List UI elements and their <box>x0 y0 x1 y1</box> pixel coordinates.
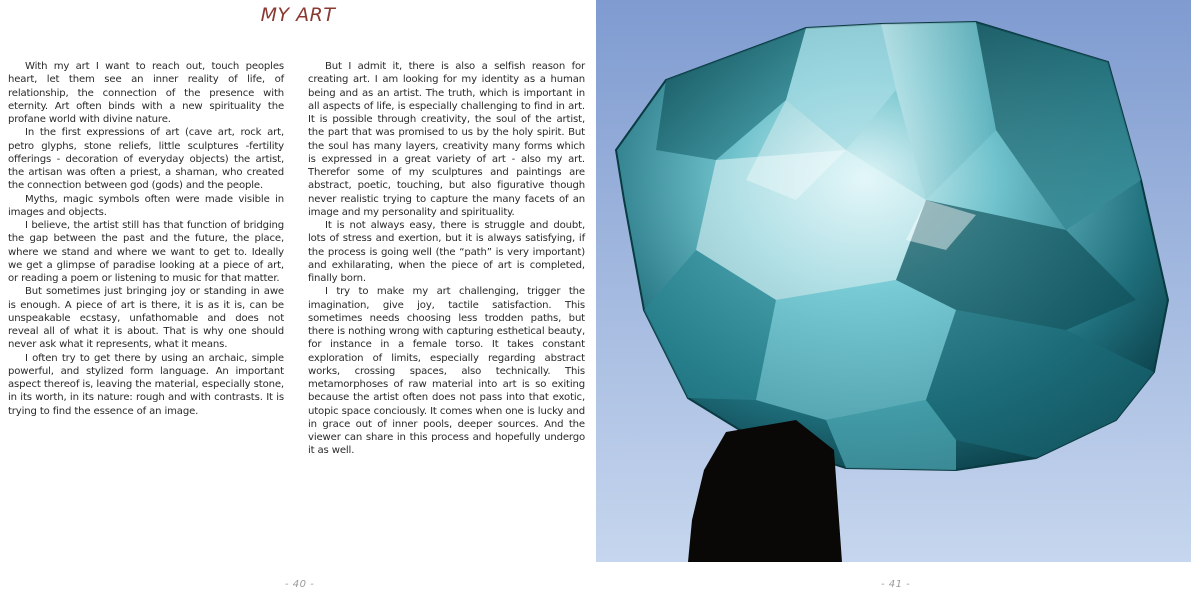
page-number-left: - 40 - <box>285 579 315 590</box>
paragraph: In the first expressions of art (cave art, rock art, petro glyphs, stone reliefs, little sculptures -fertility offerings - decoration of everyday objects) the artist, the artisan was often a priest, a shaman, who created the connection between god (gods) and the people. <box>8 127 284 192</box>
page-number-right: - 41 - <box>881 579 911 590</box>
paragraph: I try to make my art challenging, trigger the imagination, give joy, tactile satisfaction. This sometimes needs choosing less trodden paths, but there is nothing wrong with capturing esthetical beauty, for instance in a female torso. It takes constant exploration of limits, especially regarding abstract works, crossing spaces, also technically. This metamorphoses of raw material into art is so exiting because the artist often does not pass into that exotic, utopic space conciously. It comes when one is lucky and in grace out of inner pools, deeper sources. And the viewer can share in this process and hopefully undergo it as well. <box>308 286 585 457</box>
glass-sculpture-photo <box>596 0 1191 562</box>
glass-sculpture-image <box>596 0 1191 562</box>
paragraph: But I admit it, there is also a selfish reason for creating art. I am looking for my identity as a human being and as an artist. The truth, which is important in all aspects of life, is especially challenging to find in art. It is possible through creativity, the soul of the artist, the part that was promised to us by the holy spirit. But the soul has many layers, creativity many forms which is expressed in a great variety of art - also my art. Therefor some of my sculptures and paintings are abstract, poetic, touching, but also figurative though never realistic trying to capture the many facets of an image and my personality and spirituality. <box>308 61 585 218</box>
paragraph: Myths, magic symbols often were made visible in images and objects. <box>8 193 284 218</box>
page-title: MY ART <box>260 4 336 26</box>
paragraph: I often try to get there by using an archaic, simple powerful, and stylized form language. An important aspect thereof is, leaving the material, especially stone, in its worth, in its nature: rough and with contrasts. It is trying to find the essence of an image. <box>8 352 284 417</box>
paragraph: I believe, the artist still has that function of bridging the gap between the past and the future, the place, where we stand and where we want to get to. Ideally we get a glimpse of paradise looking at a piece of art, or reading a poem or listening to music for that matter. <box>8 220 284 284</box>
text-column-left <box>8 60 284 418</box>
paragraph: It is not always easy, there is struggle and doubt, lots of stress and exertion, but it is always satisfying, if the process is going well (the “path” is very important) and exhilarating, when the piece of art is completed, finally born. <box>308 220 585 284</box>
paragraph: With my art I want to reach out, touch peoples heart, let them see an inner reality of life, of relationship, the connection of the presence with eternity. Art often binds with a new spirituality the profane world with divine nature. <box>8 61 284 125</box>
paragraph: But sometimes just bringing joy or standing in awe is enough. A piece of art is there, it is as it is, can be unspeakable ecstasy, unfathomable and does not reveal all of what it is about. That is why one should never ask what it represents, what it means. <box>8 286 284 351</box>
text-column-right <box>308 60 585 458</box>
